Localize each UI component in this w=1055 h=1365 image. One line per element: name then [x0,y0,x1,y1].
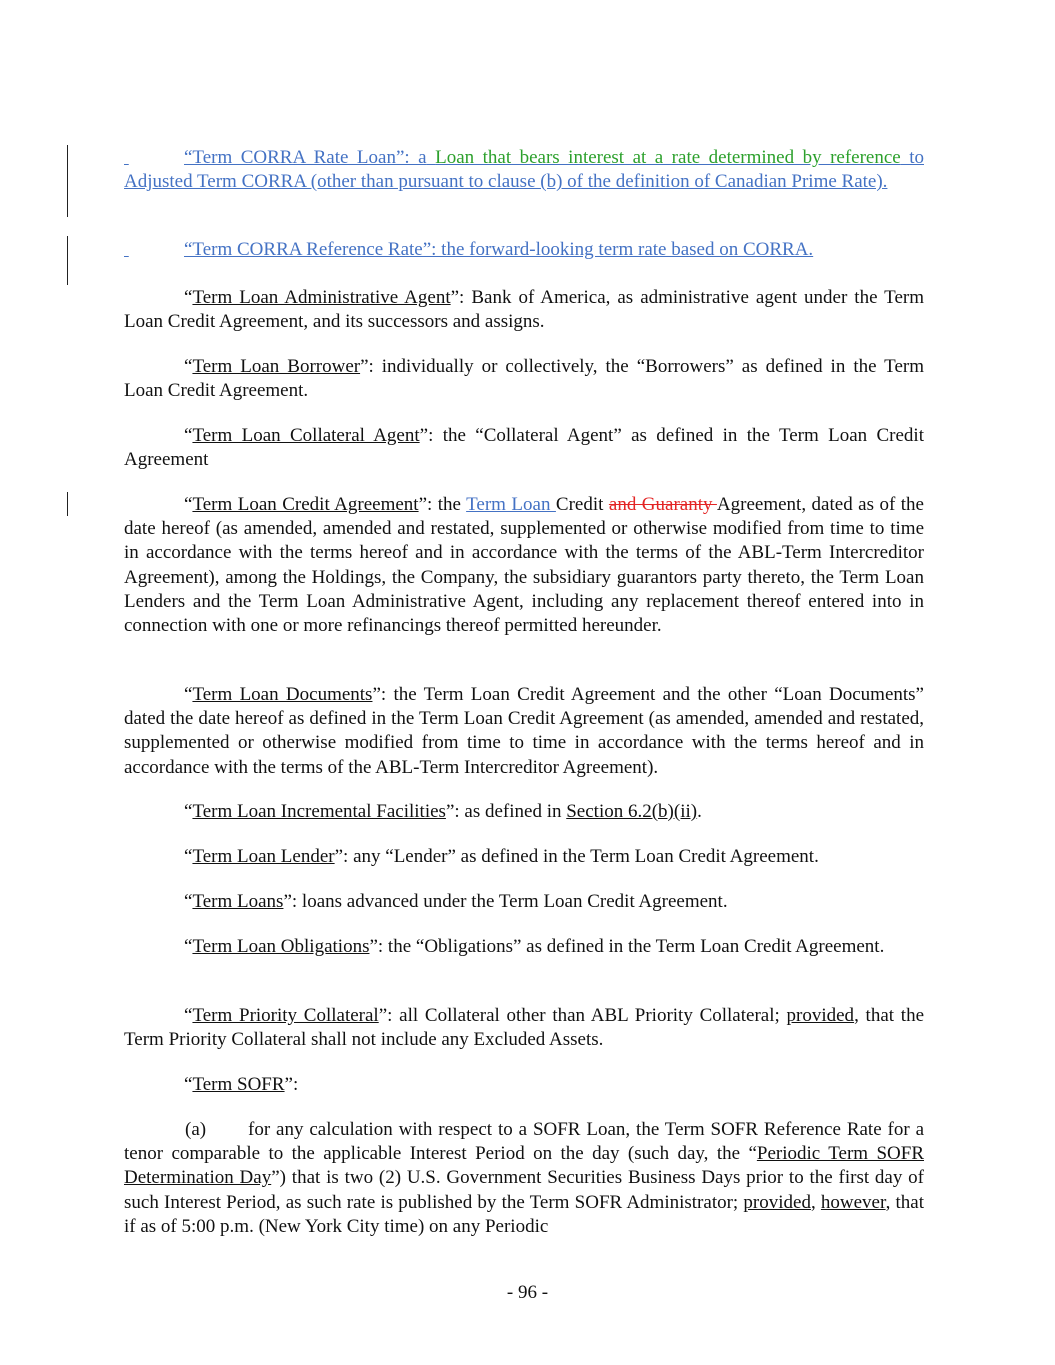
open-quote: “ [184,936,193,957]
inserted-indent [124,238,184,262]
definition-term-loan-documents [124,683,924,780]
definition-term-loan-borrower [124,355,924,403]
open-quote: “ [184,846,193,867]
gap [427,147,435,168]
inserted-text: Term Loan [466,494,556,515]
defined-term: Term Loan Lender [192,846,335,867]
definition-text: . [697,801,702,822]
definition-text: ”: individually or collectively, the “Borrowers” as defined in the Term Loan Credit Agreement. [124,356,924,402]
clause-indent [124,1118,248,1142]
open-quote: “ [184,891,193,912]
section-reference: Section 6.2(b)(ii) [566,801,698,822]
definition-term-loan-collateral-agent [124,424,924,472]
definition-text: ”: Bank of America, as administrative agent under the Term Loan Credit Agreement, and its successors and assigns. [124,287,924,333]
definition-term-loan-credit-agreement [124,493,924,638]
definition-text: Credit [555,494,609,515]
definition-text: ”: the [418,494,467,515]
definition-term-loan-administrative-agent [124,286,924,334]
definition-text: ”: all Collateral other than ABL Priority Collateral; [378,1005,787,1026]
definition-text: ”: the Term Loan Credit Agreement and the other “Loan Documents” dated the date hereof as defined in the Term Loan Credit Agreement (as amended, amended and restated, supplemented or otherwise modified from time to time in accordance with the terms hereof and in accordance with the terms of the ABL-Term Intercreditor Agreement). [124,684,924,778]
definition-term-corra-reference-rate [124,238,924,262]
defined-term: Term Loan Borrower [192,356,361,377]
clause-text: for any calculation with respect to a SOFR Loan, the Term SOFR Reference Rate for a tenor comparable to the applicable Interest Period on the day (such day, the “ [124,1119,924,1165]
change-bar-1 [67,145,68,217]
change-bar-3 [67,492,68,516]
open-quote: “ [184,801,193,822]
open-quote: “ [184,494,193,515]
defined-term: Term Loan Credit Agreement [192,494,419,515]
definition-term-corra-rate-loan [124,146,924,194]
definition-text: ”: loans advanced under the Term Loan Credit Agreement. [283,891,728,912]
defined-term: Term Loans [192,891,284,912]
inserted-text: “Term CORRA Reference Rate”: the forward-looking term rate based on CORRA. [184,239,814,260]
page-number: - 96 - [506,1282,549,1303]
open-quote: “ [184,1005,193,1026]
open-quote: “ [184,684,193,705]
definition-term-loan-incremental-facilities [124,800,924,824]
defined-term: Term Priority Collateral [192,1005,379,1026]
defined-term: Term Loan Collateral Agent [192,425,420,446]
definition-text: Agreement, dated as of the date hereof (as amended, amended and restated, supplemented or otherwise modified from time to time in accordance with the terms hereof and in accordance with the terms of the ABL-Term Intercreditor Agreement), among the Holdings, the Company, the subsidiary guarantors party thereto, the Term Loan Lenders and the Term Loan Administrative Agent, including any replacement thereof entered into in connection with one or more refinancings thereof permitted hereunder. [124,494,924,637]
open-quote: “ [184,356,193,377]
clause-text: , [810,1191,821,1213]
definition-text: ”: [284,1074,299,1095]
defined-term: Term Loan Documents [192,684,373,705]
defined-term: Term Loan Incremental Facilities [192,801,446,822]
clause-label: (a) [185,1119,207,1140]
definition-text: ”: the “Collateral Agent” as defined in the Term Loan Credit Agreement [124,425,924,471]
open-quote: “ [184,287,193,308]
however-term: however [820,1191,886,1213]
definition-term-loans [124,890,924,914]
defined-term: “Term CORRA Rate Loan”: a [184,147,427,168]
defined-term: Term SOFR [192,1074,285,1095]
definition-term-priority-collateral [124,1004,924,1052]
definition-term-sofr [124,1073,924,1097]
deleted-text: and Guaranty [608,494,717,515]
moved-text: Loan that bears interest at a rate determined by reference [435,147,901,168]
change-bar-2 [67,236,68,285]
inserted-text: to Adjusted Term CORRA (other than pursuant to clause (b) of the definition of Canadian Prime Rate). [124,147,924,193]
defined-term: Term Loan Obligations [192,936,370,957]
definition-term-loan-lender [124,845,924,869]
defined-term: Term Loan Administrative Agent [192,287,451,308]
open-quote: “ [184,1074,193,1095]
defined-term: Periodic Term SOFR Determination Day [124,1143,924,1189]
definition-text: ”: any “Lender” as defined in the Term Loan Credit Agreement. [334,846,819,867]
definition-text: ”: as defined in [445,801,567,822]
provided-term: provided [786,1005,855,1026]
clause-text: , that if as of 5:00 p.m. (New York City time) on any Periodic [124,1191,924,1237]
definition-term-loan-obligations [124,935,924,959]
open-quote: “ [184,425,193,446]
clause-text: ”) that is two (2) U.S. Government Securities Business Days prior to the first day of such Interest Period, as such rate is published by the Term SOFR Administrator; [124,1167,925,1213]
term-sofr-clause-a [124,1118,924,1239]
definition-text: , that the Term Priority Collateral shall not include any Excluded Assets. [124,1005,924,1051]
provided-term: provided [743,1191,811,1213]
inserted-indent [124,146,184,170]
definition-text: ”: the “Obligations” as defined in the Term Loan Credit Agreement. [369,936,885,957]
